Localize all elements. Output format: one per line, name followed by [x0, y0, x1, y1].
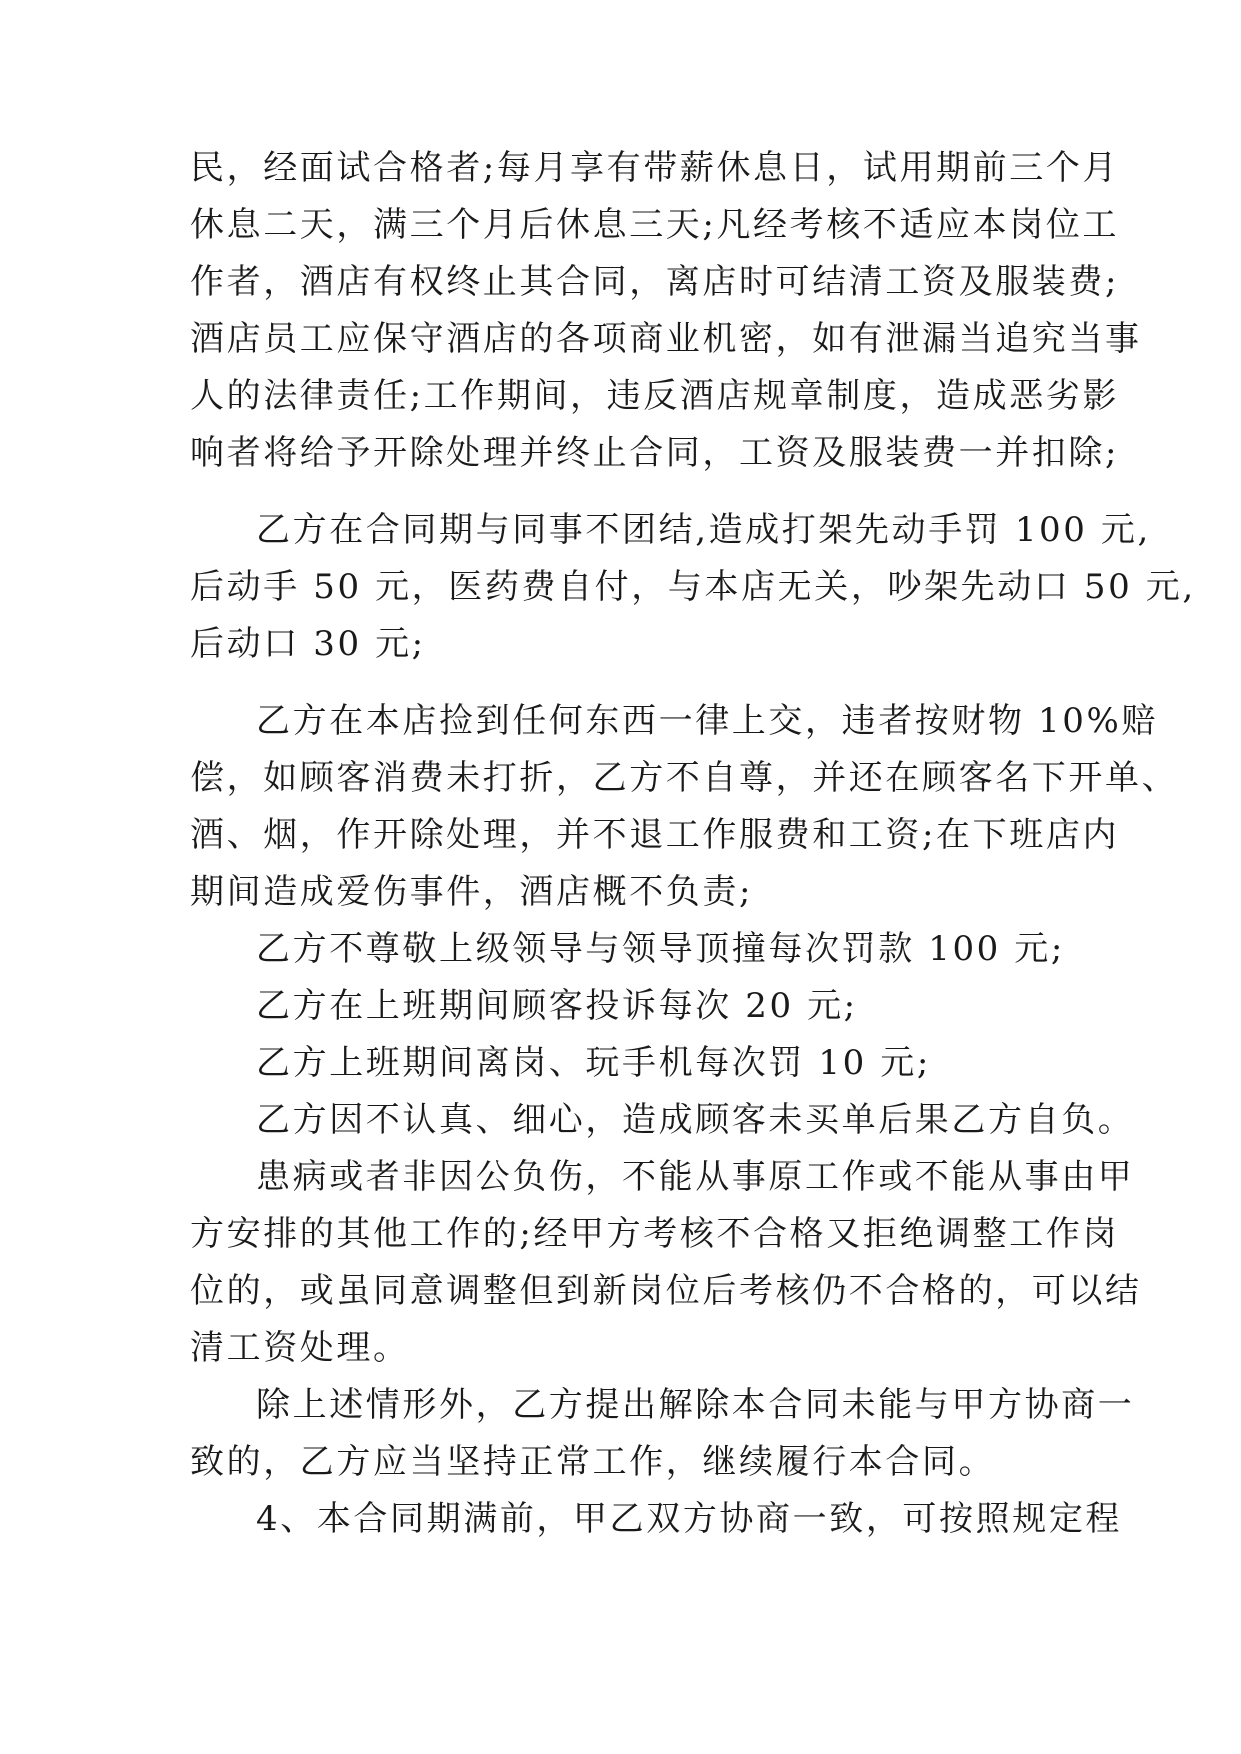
text-line: 期间造成爱伤事件，酒店概不负责; [190, 872, 754, 912]
text-line: 乙方不尊敬上级领导与领导顶撞每次罚款 100 元; [256, 929, 1065, 969]
text-line: 酒、烟，作开除处理，并不退工作服费和工资;在下班店内 [190, 815, 1120, 855]
text-line: 乙方在本店捡到任何东西一律上交，违者按财物 10%赔 [256, 701, 1158, 741]
text-line: 人的法律责任;工作期间，违反酒店规章制度，造成恶劣影 [190, 376, 1120, 416]
text-line: 乙方上班期间离岗、玩手机每次罚 10 元; [256, 1043, 931, 1083]
text-line: 方安排的其他工作的;经甲方考核不合格又拒绝调整工作岗 [190, 1214, 1120, 1254]
text-line: 除上述情形外，乙方提出解除本合同未能与甲方协商一 [256, 1385, 1135, 1425]
text-line: 后动口 30 元; [190, 624, 426, 664]
text-line: 乙方在合同期与同事不团结,造成打架先动手罚 100 元, [256, 510, 1151, 550]
text-line: 患病或者非因公负伤，不能从事原工作或不能从事由甲 [256, 1157, 1135, 1197]
text-line: 休息二天，满三个月后休息三天;凡经考核不适应本岗位工 [190, 205, 1120, 245]
text-line: 乙方在上班期间顾客投诉每次 20 元; [256, 986, 858, 1026]
text-line: 乙方因不认真、细心，造成顾客未买单后果乙方自负。 [256, 1100, 1135, 1140]
text-line: 后动手 50 元，医药费自付，与本店无关，吵架先动口 50 元, [190, 567, 1196, 607]
text-line: 4、本合同期满前，甲乙双方协商一致，可按照规定程 [256, 1499, 1123, 1539]
text-line: 酒店员工应保守酒店的各项商业机密，如有泄漏当追究当事 [190, 319, 1142, 359]
text-line: 位的，或虽同意调整但到新岗位后考核仍不合格的，可以结 [190, 1271, 1142, 1311]
text-line: 偿，如顾客消费未打折，乙方不自尊，并还在顾客名下开单、 [190, 758, 1179, 798]
text-line: 民，经面试合格者;每月享有带薪休息日，试用期前三个月 [190, 148, 1120, 188]
text-line: 响者将给予开除处理并终止合同，工资及服装费一并扣除; [190, 433, 1120, 473]
text-line: 作者，酒店有权终止其合同，离店时可结清工资及服装费; [190, 262, 1120, 302]
text-line: 致的，乙方应当坚持正常工作，继续履行本合同。 [190, 1442, 996, 1482]
text-line: 清工资处理。 [190, 1328, 410, 1368]
